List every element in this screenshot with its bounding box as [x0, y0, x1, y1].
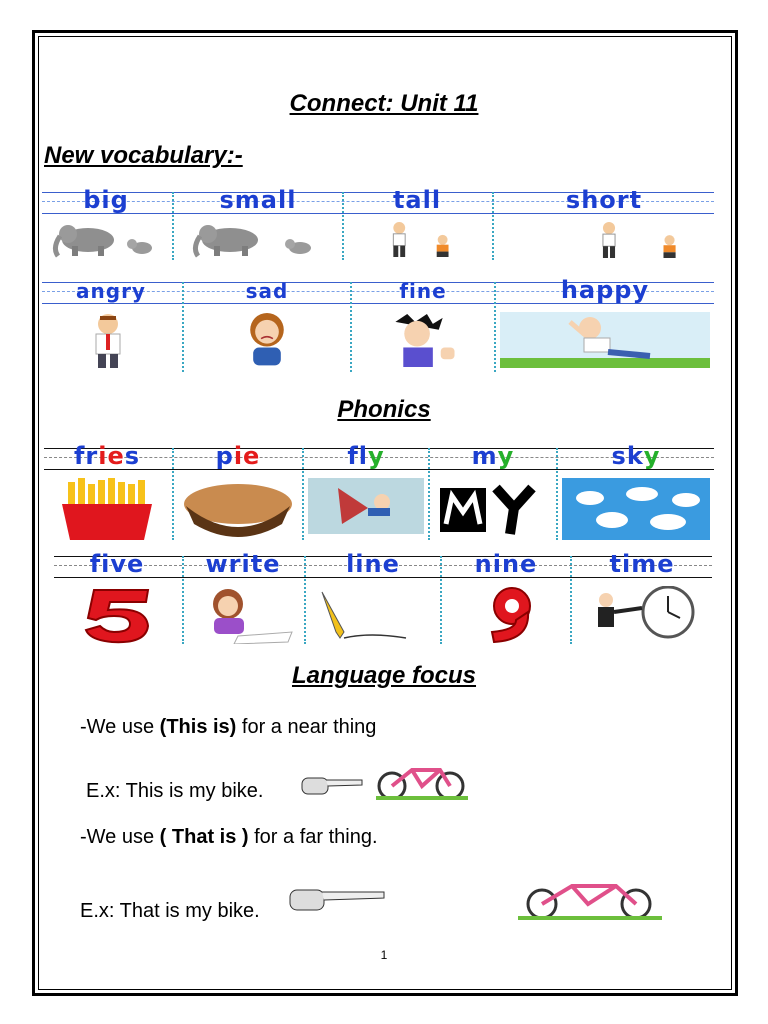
phonics-word: pie — [215, 442, 261, 470]
phonics-word: my — [471, 442, 515, 470]
angry-man-icon — [46, 312, 176, 368]
thumbs-up-boy-icon — [356, 312, 490, 367]
phonics-card-sky — [558, 442, 714, 540]
vocab-word: fine — [399, 279, 447, 303]
vocab-card-big — [42, 186, 170, 260]
pie-icon — [178, 478, 298, 540]
french-fries-icon — [48, 478, 166, 540]
example-that-is: E.x: That is my bike. — [80, 900, 260, 922]
phonics-card-my — [430, 442, 556, 540]
phonics-heading: Phonics — [337, 396, 431, 423]
phonics-word: sky — [611, 442, 661, 470]
girl-writing-icon — [188, 586, 298, 644]
happy-boy-icon — [500, 312, 710, 368]
bike-far-icon — [508, 876, 672, 920]
phonics-card-time — [572, 550, 712, 644]
rule-that-is: -We use ( That is ) for a far thing. — [80, 826, 378, 848]
number-nine-icon — [446, 586, 566, 644]
vocab-word: sad — [245, 279, 289, 303]
vocab-card-angry — [42, 279, 180, 372]
vocab-card-sad — [184, 279, 350, 372]
phonics-card-five — [54, 550, 180, 644]
vocab-card-happy — [496, 276, 714, 372]
phonics-card-fly — [304, 442, 428, 540]
vocab-word: happy — [560, 276, 650, 304]
vocab-card-short — [494, 186, 714, 260]
phonics-card-pie — [174, 442, 302, 540]
vocab-row-1 — [42, 186, 714, 260]
number-five-icon — [58, 586, 176, 644]
tall-boy-icon — [348, 222, 486, 257]
phonics-word: nine — [474, 550, 538, 578]
pencil-line-icon — [310, 586, 436, 644]
vocab-card-tall — [344, 186, 490, 260]
vocab-word: short — [565, 186, 643, 214]
phonics-word: time — [609, 550, 675, 578]
phonics-row-2 — [54, 550, 712, 644]
sky-clouds-icon — [562, 478, 710, 540]
example-this-is: E.x: This is my bike. — [86, 780, 264, 802]
sad-girl-icon — [188, 312, 346, 367]
big-elephant-icon — [46, 222, 166, 258]
vocab-card-small — [174, 186, 342, 260]
page-number: 1 — [380, 948, 388, 962]
small-elephant-icon — [178, 222, 338, 258]
phonics-card-fries — [44, 442, 170, 540]
vocab-word: angry — [76, 279, 146, 303]
document-title: Connect: Unit 11 — [289, 90, 479, 117]
bike-near-icon — [370, 760, 474, 800]
phonics-word: fries — [73, 442, 141, 470]
flying-boy-icon — [308, 478, 424, 540]
phonics-card-write — [184, 550, 302, 644]
vocab-word: big — [83, 186, 129, 214]
phonics-card-line — [306, 550, 440, 644]
phonics-card-nine — [442, 550, 570, 644]
rule-this-is: -We use (This is) for a near thing — [80, 716, 377, 738]
pointing-hand-icon — [288, 884, 386, 914]
language-focus-heading: Language focus — [291, 662, 477, 689]
vocab-row-2 — [42, 276, 714, 372]
pointing-hand-icon — [300, 772, 364, 798]
short-boy-icon — [498, 222, 710, 258]
vocab-word: small — [219, 186, 297, 214]
phonics-word: line — [346, 550, 400, 578]
phonics-word: fly — [347, 442, 385, 470]
phonics-word: five — [89, 550, 145, 578]
vocab-card-fine — [352, 279, 494, 372]
phonics-row-1 — [44, 442, 714, 540]
vocabulary-heading: New vocabulary:- — [44, 142, 243, 169]
vocab-word: tall — [392, 186, 442, 214]
phonics-word: write — [205, 550, 281, 578]
my-letters-icon — [434, 478, 552, 540]
clock-man-icon — [576, 586, 708, 644]
